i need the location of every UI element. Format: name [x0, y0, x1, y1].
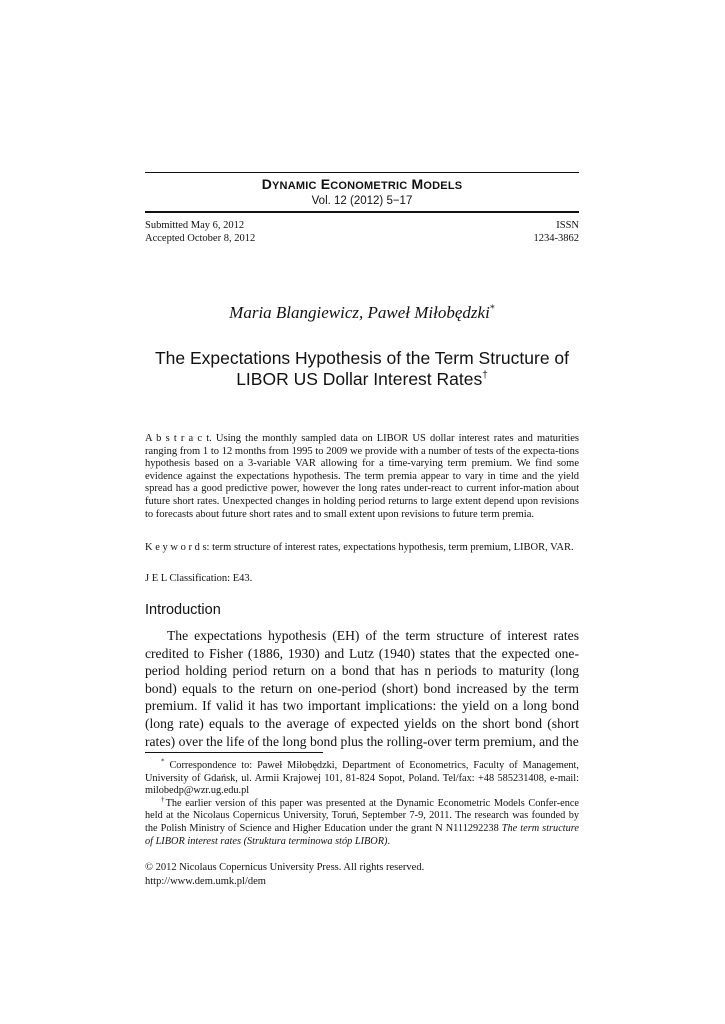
issn-value: 1234-3862 — [533, 233, 579, 244]
header-top-rule — [145, 172, 579, 173]
footnotes — [145, 757, 580, 848]
accepted-date: Accepted October 8, 2012 — [145, 233, 256, 244]
authors — [145, 303, 579, 323]
jel-label: J E L — [145, 573, 167, 584]
footnote-conference — [145, 795, 580, 848]
submitted-date: Submitted May 6, 2012 — [145, 220, 245, 231]
copyright-notice: © 2012 Nicolaus Copernicus University Press. All rights reserved. — [145, 862, 425, 873]
footnote2-text: The earlier version of this paper was presented at the Dynamic Econometric Models Confer-ence held at the Nicolaus Copernicus University, Toruń, September 7-9, 2011. The research was founded by the Polish Ministry of Science and Higher Education under the grant N N111292238 — [145, 797, 580, 834]
header-bottom-rule — [145, 211, 579, 213]
footnote2-end: . — [387, 835, 391, 847]
jel-text: Classification: E43. — [169, 573, 253, 584]
footnote2-mark: † — [161, 795, 166, 804]
title-footnote-mark: † — [482, 370, 488, 382]
author-names: Maria Blangiewicz, Paweł Miłobędzki — [229, 303, 490, 322]
paper-title — [145, 348, 579, 390]
journal-url[interactable]: http://www.dem.umk.pl/dem — [145, 876, 266, 887]
submission-dates — [145, 219, 255, 245]
abstract — [145, 433, 579, 521]
abstract-text: Using the monthly sampled data on LIBOR US dollar interest rates and maturities ranging from 1 to 12 months from 1995 to 2009 we provide with a number of tests of the expecta-tions hypothesis based on a 3-variable VAR allowing for a time-varying term premium. We find some evidence against the expectations hypothesis. The term premia appear to vary in time and the yield spread has a good predictive power, however the long rates under-react to current infor-mation about future short rates. Unexpected changes in holding period returns to large extent depend upon revisions to forecasts about future short rates and to small extent upon revisions to future term premia. — [145, 433, 580, 520]
introduction-paragraph: The expectations hypothesis (EH) of the term structure of interest rates credited to Fisher (1886, 1930) and Lutz (1940) states that the expected one-period holding period return on a bond that has n periods to maturity (long bond) equals to the return on one-period (short) bond increased by the term premium. If valid it has two important implications: the yield on a long bond (long rate) equals to the average of expected yields on the short bond (short rates) over the life of the long bond plus the rolling-over term premium, and the — [145, 628, 579, 749]
issn-block — [534, 219, 580, 245]
footnote1-text: Correspondence to: Paweł Miłobędzki, Department of Econometrics, Faculty of Management, University of Gdańsk, ul. Armii Krajowej 101, 81-824 Sopot, Poland. Tel/fax: +48 585231408, e-mail: milobedp@wzr.ug.edu.pl — [145, 760, 579, 797]
footnote-rule — [145, 752, 323, 753]
journal-title: DYNAMIC ECONOMETRIC MODELS — [261, 176, 463, 192]
introduction-heading: Introduction — [145, 602, 221, 618]
paper-title-line2: LIBOR US Dollar Interest Rates — [236, 369, 483, 389]
copyright-block — [145, 861, 424, 889]
journal-volume: Vol. 12 (2012) 5−17 — [311, 195, 413, 207]
footnote2-italic: The term structure of LIBOR interest rates (Struktura terminowa stóp LIBOR) — [145, 822, 579, 847]
keywords — [145, 542, 579, 555]
footnote-correspondence — [145, 757, 579, 798]
issn-label: ISSN — [556, 220, 579, 231]
keywords-label: K e y w o r d s: — [145, 542, 210, 553]
jel-classification — [145, 573, 579, 584]
keywords-text: term structure of interest rates, expectations hypothesis, term premium, LIBOR, VAR. — [212, 542, 574, 553]
paper-title-line1: The Expectations Hypothesis of the Term Structure of — [154, 348, 570, 368]
footnote1-mark: * — [161, 757, 165, 766]
abstract-label: A b s t r a c t. — [145, 433, 212, 444]
author-footnote-mark: * — [489, 303, 495, 315]
